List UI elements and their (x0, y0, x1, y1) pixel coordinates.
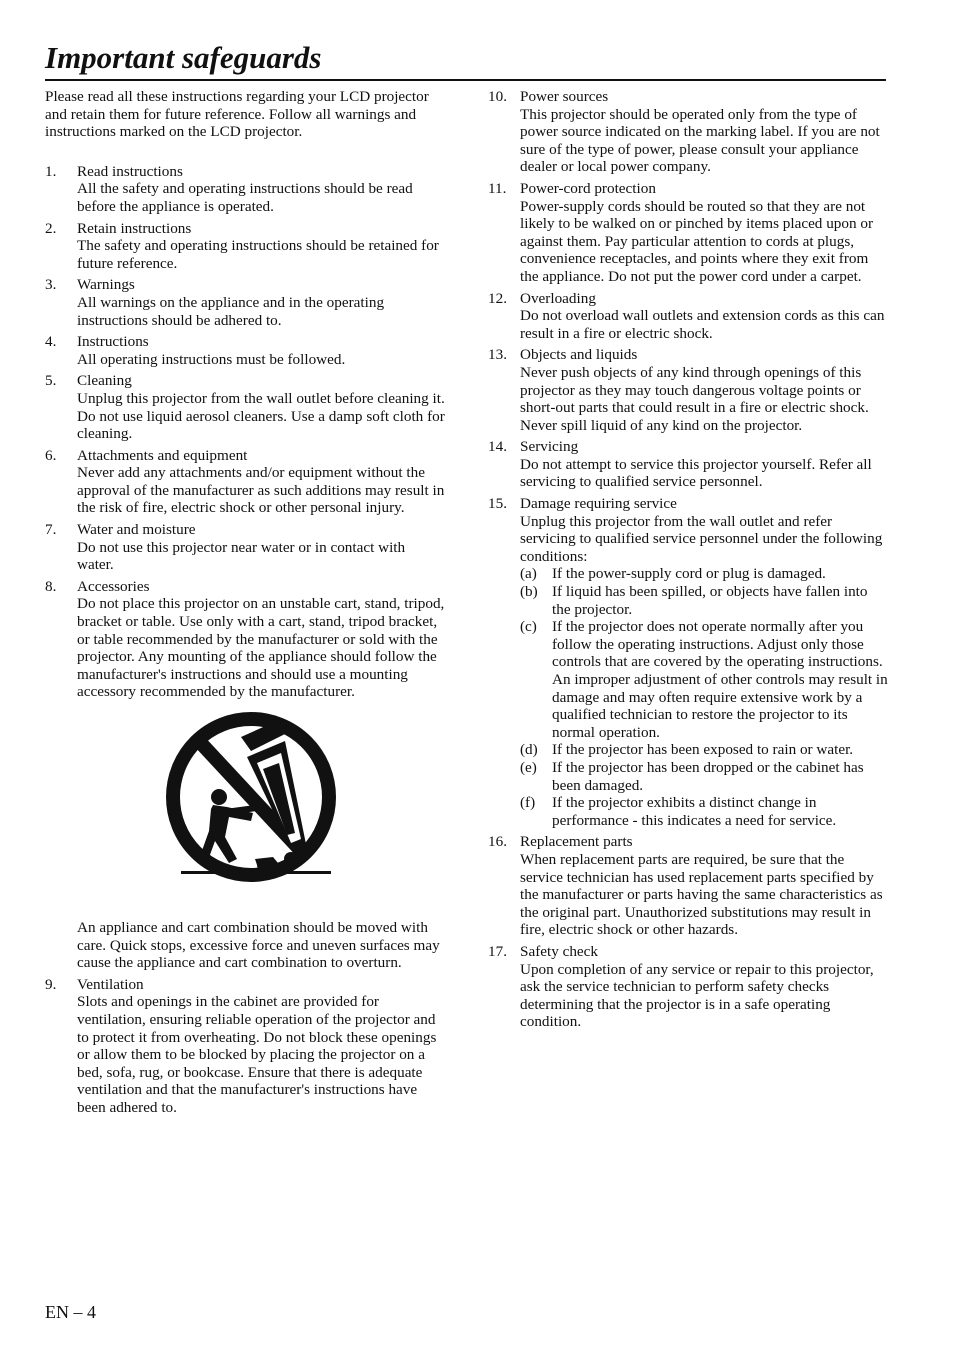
item-body: All warnings on the appliance and in the operating instructions should be adhered to. (77, 293, 385, 329)
item-heading: Water and moisture (77, 521, 196, 539)
condition-label: (a) (520, 565, 537, 583)
condition-label: (f) (520, 794, 536, 812)
condition-text: If liquid has been spilled, or objects have fallen into the projector. (552, 583, 868, 618)
item-number: 1. (45, 162, 57, 180)
item-heading: Ventilation (77, 975, 144, 993)
item-heading: Attachments and equipment (77, 446, 248, 464)
condition-label: (e) (520, 758, 537, 776)
list-item (45, 276, 445, 329)
item-body: Never add any attachments and/or equipment without the approval of the manufacturer as such additions may result in the risk of fire, electric shock or other personal injury. (77, 464, 445, 517)
item-heading: Retain instructions (77, 219, 192, 237)
item-body: All the safety and operating instructions should be read before the appliance is operated. (77, 180, 413, 215)
item-heading: Safety check (520, 942, 599, 960)
list-item (488, 346, 888, 434)
list-item (488, 943, 888, 1031)
condition-item (520, 741, 888, 759)
condition-item (520, 759, 888, 794)
item-number: 4. (45, 333, 57, 351)
item-body: Do not attempt to service this projector yourself. Refer all servicing to qualified service personnel. (520, 455, 872, 491)
list-item (488, 495, 888, 829)
item-heading: Read instructions (77, 162, 183, 180)
condition-item (520, 565, 888, 583)
item-heading: Power-cord protection (520, 179, 656, 197)
item-number: 3. (45, 276, 57, 294)
item-body: Do not overload wall outlets and extension cords as this can result in a fire or electric shock. (520, 307, 885, 342)
item-number: 8. (45, 577, 57, 595)
condition-text: If the projector exhibits a distinct change in performance - this indicates a need for service. (552, 794, 837, 829)
list-item (488, 290, 888, 343)
item-body: Never push objects of any kind through openings of this projector as they may touch dangerous voltage points or short-out parts that could result in a fire or electric shock. Never spill liquid of any kind on the projector. (520, 363, 869, 434)
intro-paragraph: Please read all these instructions regarding your LCD projector and retain them for future reference. Follow all warnings and instructions marked on the LCD projector. (45, 88, 429, 141)
item-heading: Overloading (520, 289, 596, 307)
condition-text: If the projector has been exposed to rain or water. (552, 741, 854, 759)
list-item (488, 438, 888, 491)
item-heading: Power sources (520, 88, 609, 105)
list-item (45, 333, 445, 368)
item-heading: Accessories (77, 577, 150, 595)
item-number: 10. (488, 88, 507, 105)
item-number: 15. (488, 495, 507, 513)
condition-text: If the projector does not operate normally after you follow the operating instructions. Adjust only those controls that are covered by the operating instructions. An improper adjustment of other controls may result in damage and may often require extensive work by a qualified technician to restore the projector to its normal operation. (552, 618, 888, 741)
condition-item (520, 583, 888, 618)
list-item (45, 372, 445, 442)
list-item (45, 521, 445, 574)
item-heading: Instructions (77, 333, 149, 351)
item-body: Power-supply cords should be routed so that they are not likely to be walked on or pinched by items placed upon or against them. Pay particular attention to cords at plugs, convenience receptacles, and points where they exit from the appliance. Do not put the power cord under a carpet. (520, 197, 874, 285)
list-item (488, 180, 888, 286)
item-heading: Damage requiring service (520, 495, 677, 513)
item-number: 7. (45, 521, 57, 539)
item-number: 12. (488, 289, 507, 307)
item-body: All operating instructions must be followed. (77, 350, 346, 368)
item-body: Unplug this projector from the wall outlet and refer servicing to qualified service personnel under the following conditions: (520, 512, 883, 565)
condition-text: If the projector has been dropped or the cabinet has been damaged. (552, 758, 864, 794)
item-heading: Cleaning (77, 372, 132, 390)
item-heading: Replacement parts (520, 833, 633, 851)
left-column (45, 88, 445, 1121)
item-number: 13. (488, 346, 507, 364)
item-number: 9. (45, 975, 57, 993)
item-number: 14. (488, 438, 507, 456)
item-body: When replacement parts are required, be sure that the service technician has used replacement parts specified by the manufacturer or parts having the same characteristics as the original part. Unauthorized substitutions may result in fire, electric shock or other hazards. (520, 850, 883, 939)
item-body: Do not place this projector on an unstable cart, stand, tripod, bracket or table. Use only with a cart, stand, tripod bracket, or table recommended by the manufacturer or sold with the projector. Any mounting of the appliance should follow the manufacturer's instructions and should use a mounting accessory recommended by the manufacturer. (77, 595, 445, 701)
item-number: 6. (45, 446, 57, 464)
item-number: 5. (45, 372, 57, 390)
item-heading: Warnings (77, 276, 135, 294)
condition-item (520, 618, 888, 741)
cart-caption: An appliance and cart combination should be moved with care. Quick stops, excessive force and uneven surfaces may cause the appliance and cart combination to overturn. (77, 919, 440, 972)
item-body: Do not use this projector near water or in contact with water. (77, 538, 406, 574)
list-item (488, 833, 888, 939)
cart-tipover-warning-icon (163, 709, 343, 889)
condition-item (520, 794, 888, 829)
item-body: Slots and openings in the cabinet are provided for ventilation, ensuring reliable operation of the projector and to protect it from overheating. Do not block these openings or allow them to be blocked by placing the projector on a bed, sofa, rug, or bookcase. Ensure that there is adequate ventilation and that the manufacturer's instructions have been adhered to. (77, 993, 437, 1116)
condition-text: If the power-supply cord or plug is damaged. (552, 565, 826, 583)
item-body: The safety and operating instructions should be retained for future reference. (77, 237, 439, 272)
list-item (45, 163, 445, 216)
item-body: Upon completion of any service or repair to this projector, ask the service technician to perform safety checks determining that the projector is in a safe operating condition. (520, 960, 874, 1031)
page-title: Important safeguards (45, 40, 322, 75)
list-item (45, 578, 445, 701)
item-body: Unplug this projector from the wall outlet before cleaning it. Do not use liquid aerosol cleaners. Use a damp soft cloth for cleaning. (77, 389, 445, 443)
item-number: 17. (488, 942, 507, 960)
page-number: EN – 4 (45, 1302, 96, 1322)
item-heading: Servicing (520, 438, 579, 456)
item-number: 16. (488, 833, 507, 851)
list-item (488, 88, 888, 176)
item-number: 2. (45, 219, 57, 237)
condition-label: (d) (520, 741, 538, 759)
title-rule (45, 79, 886, 81)
condition-label: (b) (520, 583, 538, 601)
list-item (45, 220, 445, 273)
condition-label: (c) (520, 618, 537, 636)
item-number: 11. (488, 179, 507, 197)
list-item (45, 976, 445, 1117)
right-column (488, 88, 888, 1035)
item-body: This projector should be operated only from the type of power source indicated on the marking label. If you are not sure of the type of power, please consult your appliance dealer or local power company. (520, 105, 880, 176)
item-heading: Objects and liquids (520, 346, 638, 364)
list-item (45, 447, 445, 517)
